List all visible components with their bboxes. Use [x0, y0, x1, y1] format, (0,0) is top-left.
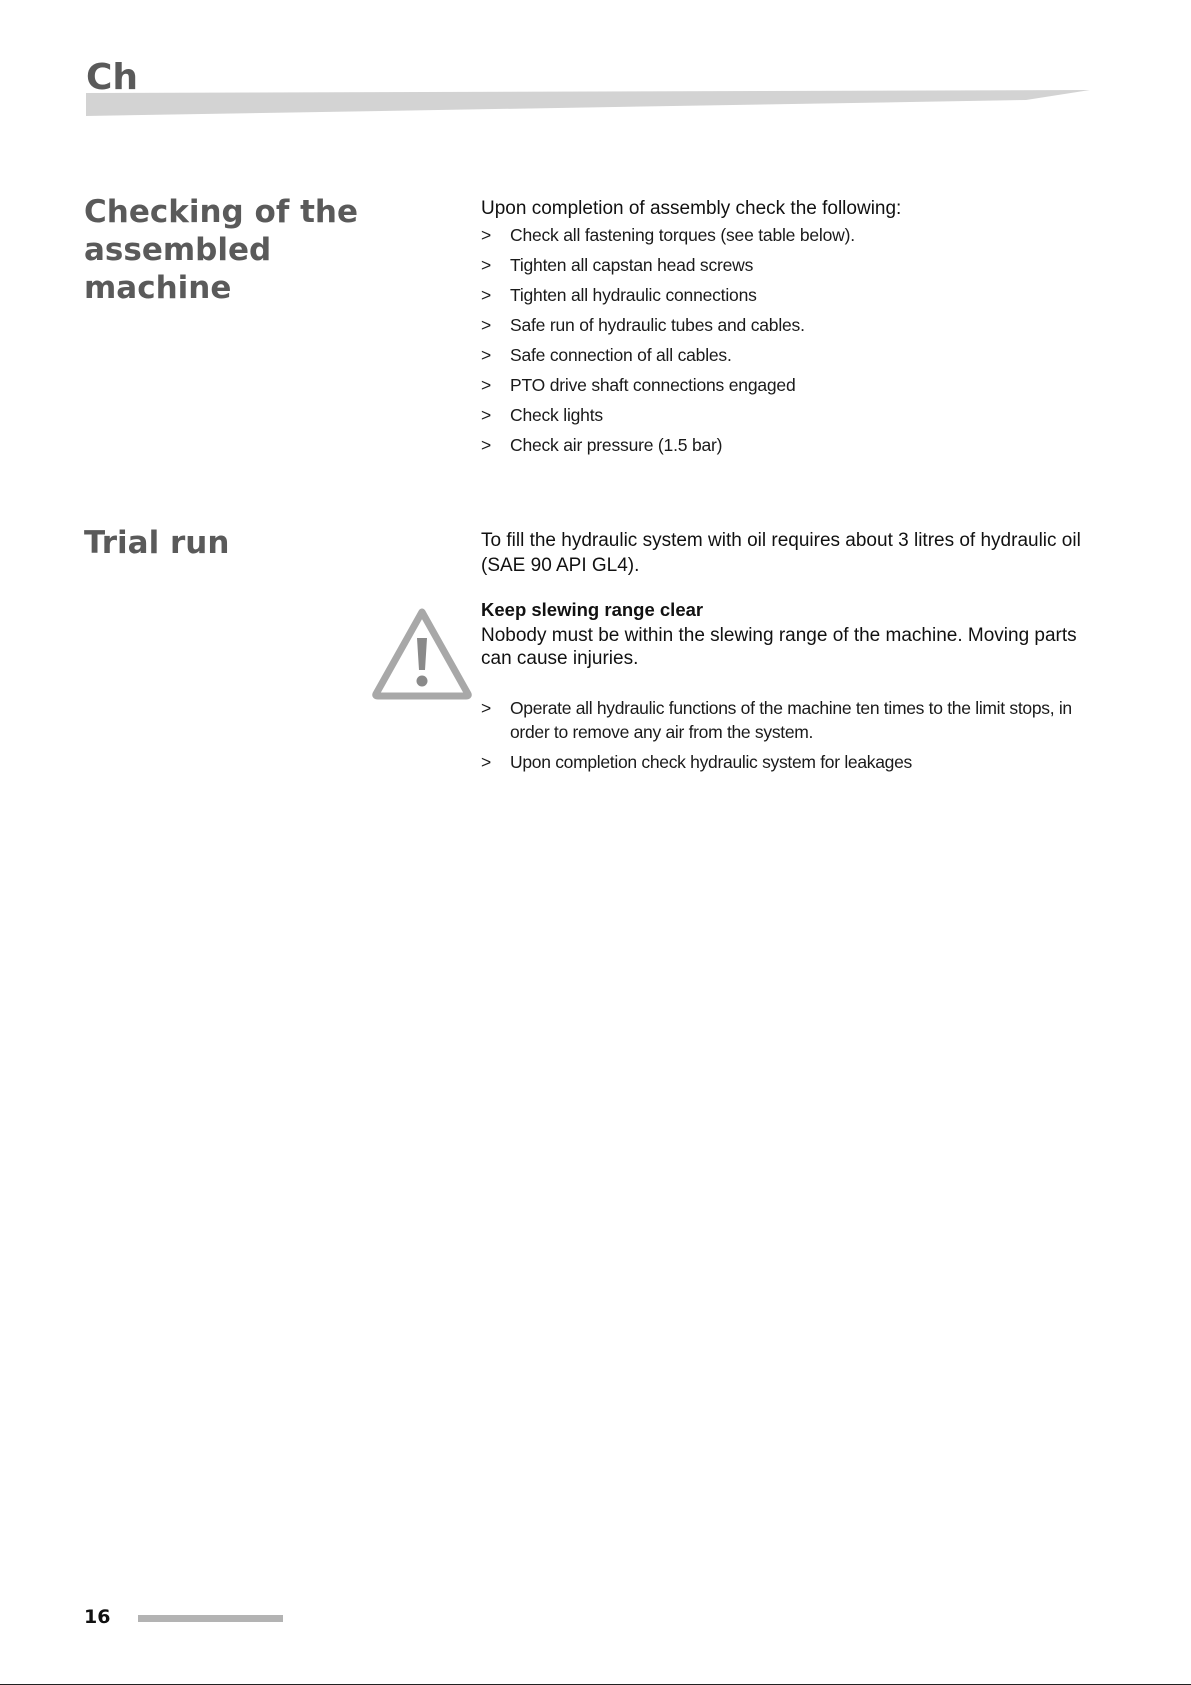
list-item-text: PTO drive shaft connections engaged: [510, 375, 796, 395]
list-item: [481, 284, 1093, 306]
list-marker: >: [481, 315, 492, 335]
list-item-text: Check lights: [510, 405, 603, 425]
list-item-text: Check all fastening torques (see table below).: [510, 225, 855, 245]
section-checking-content: [481, 196, 1093, 456]
trial-run-text: To fill the hydraulic system with oil requires about 3 litres of hydraulic oil (SAE 90 API GL4).: [481, 530, 1081, 576]
section-heading-trial-run: Trial run: [84, 525, 230, 561]
list-item-text: Tighten all capstan head screws: [510, 255, 754, 275]
section-heading-checking: Checking of the assembled machine: [84, 194, 359, 306]
list-item: [481, 314, 1093, 336]
list-marker: >: [481, 285, 492, 305]
list-item: [481, 750, 1093, 774]
chapter-mark: Ch: [86, 57, 139, 98]
warning-triangle-icon: [372, 608, 472, 700]
trial-run-list: [481, 696, 1093, 774]
footer-rule: [138, 1615, 283, 1622]
list-item-text: Upon completion check hydraulic system for leakages: [510, 752, 912, 772]
warning-title: Keep slewing range clear: [481, 599, 704, 620]
list-item: [481, 434, 1093, 456]
list-item: [481, 254, 1093, 276]
list-marker: >: [481, 752, 491, 772]
list-marker: >: [481, 255, 492, 275]
list-marker: >: [481, 435, 492, 455]
list-marker: >: [481, 405, 492, 425]
list-item: [481, 344, 1093, 366]
list-item: [481, 404, 1093, 426]
checking-list: [481, 224, 1093, 456]
list-item: [481, 696, 1093, 744]
checking-intro: Upon completion of assembly check the following:: [481, 198, 902, 219]
list-marker: >: [481, 375, 492, 395]
list-marker: >: [481, 225, 492, 245]
warning-text: Nobody must be within the slewing range of the machine. Moving parts can cause injuries.: [481, 625, 1077, 669]
section-trial-run-content: [481, 528, 1093, 774]
list-item: [481, 224, 1093, 246]
list-item-text: Tighten all hydraulic connections: [510, 285, 757, 305]
list-item-text: Operate all hydraulic functions of the machine ten times to the limit stops, in order to remove any air from the system.: [510, 698, 1072, 742]
list-item: [481, 374, 1093, 396]
list-item-text: Safe run of hydraulic tubes and cables.: [510, 315, 805, 335]
page-number: 16: [84, 1606, 111, 1628]
list-item-text: Safe connection of all cables.: [510, 345, 732, 365]
list-marker: >: [481, 345, 492, 365]
list-item-text: Check air pressure (1.5 bar): [510, 435, 723, 455]
list-marker: >: [481, 698, 491, 718]
header-bar-graphic: [86, 90, 1086, 120]
